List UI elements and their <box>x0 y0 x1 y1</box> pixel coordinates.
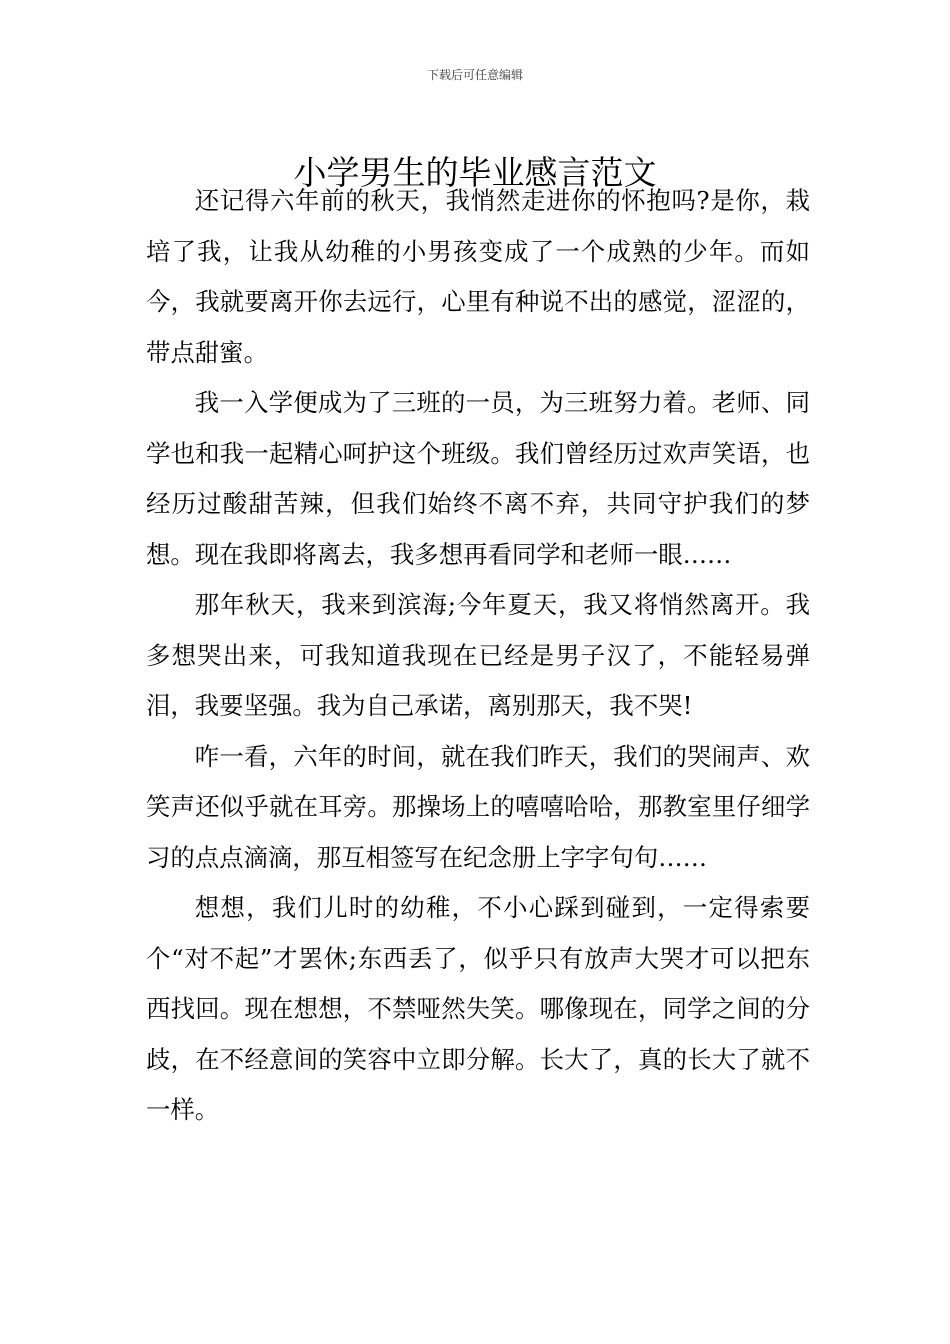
paragraph: 咋一看，六年的时间，就在我们昨天，我们的哭闹声、欢笑声还似乎就在耳旁。那操场上的嘻嘻哈哈，那教室里仔细学习的点点滴滴，那互相签写在纪念册上字字句句…… <box>146 741 810 872</box>
paragraph: 那年秋天，我来到滨海;今年夏天，我又将悄然离开。我多想哭出来，可我知道我现在已经是男子汉了，不能轻易弹泪，我要坚强。我为自己承诺，离别那天，我不哭! <box>146 590 810 720</box>
paragraph: 我一入学便成为了三班的一员，为三班努力着。老师、同学也和我一起精心呵护这个班级。我们曾经历过欢声笑语，也经历过酸甜苦辣，但我们始终不离不弃，共同守护我们的梦想。现在我即将离去，我多想再看同学和老师一眼…… <box>146 388 810 569</box>
page-header: 下载后可任意编辑 <box>426 68 523 82</box>
document-body <box>146 176 810 1136</box>
paragraph: 还记得六年前的秋天，我悄然走进你的怀抱吗?是你，栽培了我，让我从幼稚的小男孩变成了一个成熟的少年。而如今，我就要离开你去远行，心里有种说不出的感觉，涩涩的，带点甜蜜。 <box>146 186 810 367</box>
paragraph: 想想，我们儿时的幼稚，不小心踩到碰到，一定得索要个“对不起”才罢休;东西丢了，似乎只有放声大哭才可以把东西找回。现在想想，不禁哑然失笑。哪像现在，同学之间的分歧，在不经意间的笑容中立即分解。长大了，真的长大了就不一样。 <box>146 893 810 1124</box>
document-title: 小学男生的毕业感言范文 <box>293 153 657 193</box>
